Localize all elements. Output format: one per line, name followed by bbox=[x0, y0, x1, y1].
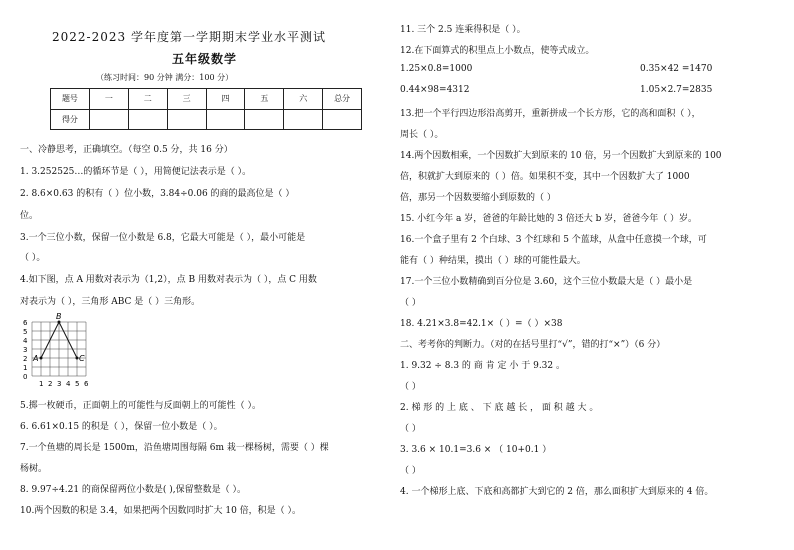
section-1-heading: 一、冷静思考，正确填空。（每空 0.5 分，共 16 分） bbox=[20, 145, 233, 155]
question-2-cont: 位。 bbox=[20, 211, 39, 221]
question-4: 4.如下图，点 A 用数对表示为（1,2），点 B 用数对表示为（ ），点 C 用数 bbox=[20, 275, 317, 285]
score-table-score-row bbox=[51, 109, 362, 130]
question-5: 5.掷一枚硬币，正面朝上的可能性与反面朝上的可能性（ ）。 bbox=[20, 401, 261, 411]
question-14-cont: 倍，积就扩大到原来的（ ）倍。如果积不变，其中一个因数扩大了 1000 bbox=[400, 172, 690, 182]
y-tick-label: 3 bbox=[23, 346, 28, 354]
question-17: 17.一个三位小数精确到百分位是 3.60，这个三位小数最大是（ ）最小是 bbox=[400, 277, 693, 287]
question-13-cont: 周长（ ）。 bbox=[400, 130, 444, 140]
question-7-cont: 杨树。 bbox=[20, 464, 48, 474]
question-4-cont: 对表示为（ ），三角形 ABC 是（ ）三角形。 bbox=[20, 297, 201, 307]
judge-3-answer[interactable]: （ ） bbox=[400, 466, 421, 476]
equation-3: 0.44×98=4312 bbox=[400, 85, 470, 95]
judge-4: 4. 一个梯形上底、下底和高都扩大到它的 2 倍，那么面积扩大到原来的 4 倍。 bbox=[400, 487, 714, 497]
question-8: 8. 9.97÷4.21 的商保留两位小数是( ),保留整数是（ ）。 bbox=[20, 485, 247, 495]
coordinate-grid-figure bbox=[18, 310, 102, 390]
y-tick-label: 0 bbox=[23, 373, 28, 381]
question-15: 15. 小红今年 a 岁，爸爸的年龄比她的 3 倍还大 b 岁，爸爸今年（ ）岁。 bbox=[400, 214, 698, 224]
question-16: 16.一个盒子里有 2 个白球、3 个红球和 5 个蓝球，从盒中任意摸一个球，可 bbox=[400, 235, 707, 245]
point-a-label: A bbox=[33, 354, 39, 363]
x-tick-label: 3 bbox=[57, 380, 62, 388]
question-3: 3.一个三位小数，保留一位小数是 6.8，它最大可能是（ ），最小可能是 bbox=[20, 233, 306, 243]
question-12: 12.在下面算式的积里点上小数点，使等式成立。 bbox=[400, 46, 595, 56]
point-b-label: B bbox=[56, 312, 62, 321]
score-cell: 六 bbox=[284, 89, 323, 110]
judge-1-answer[interactable]: （ ） bbox=[400, 382, 421, 392]
exam-title: 2022-2023 学年度第一学期期末学业水平测试 bbox=[52, 30, 326, 44]
equation-2: 0.35×42 =1470 bbox=[640, 64, 713, 74]
section-2-heading: 二、考考你的判断力。（对的在括号里打“√”，错的打“×”）（6 分） bbox=[400, 340, 666, 350]
subject-title: 五年级数学 bbox=[172, 52, 238, 66]
question-14-cont2: 倍，那另一个因数要缩小到原数的（ ） bbox=[400, 193, 556, 203]
judge-3: 3. 3.6 × 10.1=3.6 × （ 10+0.1 ） bbox=[400, 445, 552, 455]
score-table-header-row bbox=[51, 89, 362, 110]
equation-1: 1.25×0.8=1000 bbox=[400, 64, 473, 74]
score-table bbox=[50, 88, 362, 130]
score-cell: 四 bbox=[206, 89, 245, 110]
point-a bbox=[40, 357, 43, 360]
score-cell: 二 bbox=[128, 89, 167, 110]
question-3-cont: （ ）。 bbox=[20, 253, 46, 263]
judge-2-answer[interactable]: （ ） bbox=[400, 424, 421, 434]
x-tick-label: 1 bbox=[39, 380, 44, 388]
question-17-cont: （ ） bbox=[400, 298, 421, 308]
point-c-label: C bbox=[79, 354, 85, 363]
question-2: 2. 8.6×0.63 的积有（ ）位小数，3.84÷0.06 的商的最高位是（ ） bbox=[20, 189, 295, 199]
score-input-cell[interactable] bbox=[206, 109, 245, 130]
judge-1: 1. 9.32 ÷ 8.3 的 商 肯 定 小 于 9.32 。 bbox=[400, 361, 565, 371]
judge-2: 2. 梯 形 的 上 底 、 下 底 越 长 ， 面 积 越 大 。 bbox=[400, 403, 599, 413]
score-input-cell[interactable] bbox=[89, 109, 128, 130]
question-16-cont: 能有（ ）种结果，摸出（ ）球的可能性最大。 bbox=[400, 256, 586, 266]
score-cell: 题号 bbox=[51, 89, 90, 110]
exam-info: （练习时间：90 分钟 满分：100 分） bbox=[96, 73, 234, 82]
x-tick-label: 2 bbox=[48, 380, 53, 388]
x-tick-label: 6 bbox=[84, 380, 89, 388]
score-cell: 得分 bbox=[51, 109, 90, 130]
equation-4: 1.05×2.7=2835 bbox=[640, 85, 713, 95]
question-14: 14.两个因数相乘，一个因数扩大到原来的 10 倍，另一个因数扩大到原来的 100 bbox=[400, 151, 722, 161]
y-tick-label: 5 bbox=[23, 328, 28, 336]
score-cell: 一 bbox=[89, 89, 128, 110]
y-tick-label: 2 bbox=[23, 355, 28, 363]
score-cell: 五 bbox=[245, 89, 284, 110]
question-11: 11. 三个 2.5 连乘得积是（ ）。 bbox=[400, 25, 526, 35]
score-input-cell[interactable] bbox=[245, 109, 284, 130]
question-18: 18. 4.21×3.8=42.1×（ ）=（ ）×38 bbox=[400, 319, 563, 329]
x-tick-label: 5 bbox=[75, 380, 80, 388]
x-tick-label: 4 bbox=[66, 380, 71, 388]
score-cell: 总分 bbox=[323, 89, 362, 110]
question-10: 10.两个因数的积是 3.4，如果把两个因数同时扩大 10 倍，积是（ ）。 bbox=[20, 506, 302, 516]
question-13: 13.把一个平行四边形沿高剪开，重新拼成一个长方形，它的高和面积（ ）， bbox=[400, 109, 701, 119]
score-input-cell[interactable] bbox=[323, 109, 362, 130]
question-1: 1. 3.252525…的循环节是（ ），用简便记法表示是（ ）。 bbox=[20, 167, 252, 177]
y-tick-label: 1 bbox=[23, 364, 28, 372]
y-tick-label: 4 bbox=[23, 337, 28, 345]
y-tick-label: 6 bbox=[23, 319, 28, 327]
score-cell: 三 bbox=[167, 89, 206, 110]
question-7: 7.一个鱼塘的周长是 1500m，沿鱼塘周围每隔 6m 栽一棵杨树，需要（ ）棵 bbox=[20, 443, 329, 453]
score-input-cell[interactable] bbox=[284, 109, 323, 130]
score-input-cell[interactable] bbox=[128, 109, 167, 130]
question-6: 6. 6.61×0.15 的积是（ ），保留一位小数是（ ）。 bbox=[20, 422, 223, 432]
score-input-cell[interactable] bbox=[167, 109, 206, 130]
